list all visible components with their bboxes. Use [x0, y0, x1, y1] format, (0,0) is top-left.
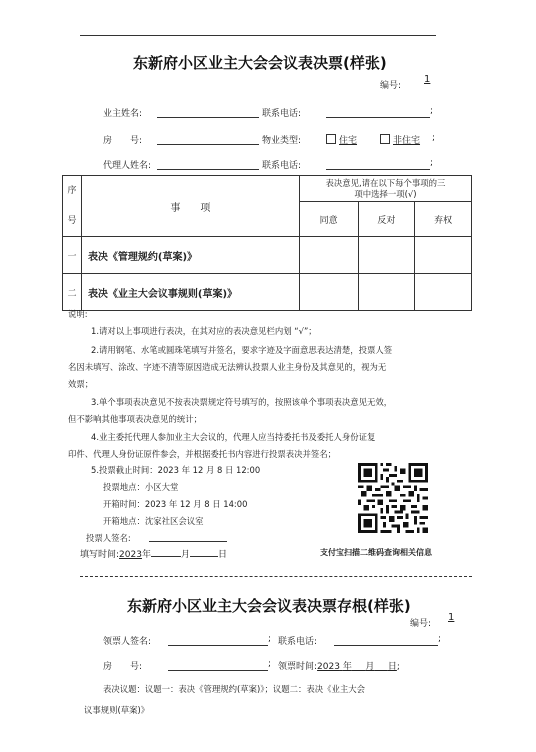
index-header [63, 176, 82, 237]
property-type-label: 物业类型: [262, 136, 302, 146]
top-rule [80, 35, 436, 36]
fill-time-label: 填写时间: [80, 550, 120, 560]
note-3b: 但不影响其他事项表决意见的统计； [68, 414, 202, 424]
instruction-header [299, 176, 471, 202]
fill-time [80, 547, 227, 560]
note-4b: 印件、代理人身份证原件参会，并根据委托书内容进行投票表决并签名； [68, 449, 336, 459]
residential-option[interactable] [326, 133, 357, 146]
note-5: 5.投票截止时间：2023 年 12 月 8 日 12:00 [91, 465, 261, 475]
vote-table [62, 175, 472, 311]
index-header-bottom: 号 [67, 216, 77, 226]
phone-label-2: 联系电话: [262, 161, 302, 171]
residential-checkbox[interactable] [326, 134, 336, 144]
item-header: 事 项 [81, 176, 299, 237]
agenda-line-1: 表决议题：议题一：表决《管理规约(草案)》；议题二：表决《业主大会 [103, 684, 365, 694]
note-1: 1.请对以上事项进行表决，在其对应的表决意见栏内划 “√”； [91, 326, 317, 336]
receive-year-suffix: 年 [342, 662, 352, 672]
phone-field-1[interactable] [326, 117, 430, 118]
agree-cell[interactable] [299, 237, 358, 274]
non-residential-text: 非住宅 [393, 136, 421, 146]
qr-caption: 支付宝扫描二维码查询相关信息 [320, 548, 432, 557]
stub-phone-field[interactable] [334, 645, 438, 646]
receive-date-field[interactable] [317, 662, 397, 672]
semicolon: ; [268, 634, 272, 644]
semicolon: ; [432, 133, 436, 143]
stub-number-label: 编号: [410, 619, 432, 629]
non-residential-option[interactable] [380, 133, 420, 146]
semicolon: ; [430, 106, 434, 116]
stub-title: 东新府小区业主大会会议表决票存根(样张) [127, 597, 411, 615]
fill-year[interactable]: 2023 [119, 550, 142, 560]
receive-year: 2023 [317, 662, 340, 672]
semicolon: ; [268, 659, 272, 669]
note-4a: 4.业主委托代理人参加业主大会议的，代理人应当持委托书及委托人身份证复 [91, 432, 376, 442]
room-field[interactable] [157, 144, 259, 145]
agenda-line-2: 议事规则(草案)》 [84, 705, 150, 715]
fill-month-label: 月 [180, 550, 190, 560]
phone-field-2[interactable] [326, 169, 430, 170]
open-place: 开箱地点：沈家社区会议室 [103, 516, 204, 526]
note-2c: 效票； [68, 379, 94, 389]
fill-day-label: 日 [217, 550, 227, 560]
receive-day: 日 [387, 662, 397, 672]
note-2b: 名因未填写、涂改、字迹不清等原因造成无法辨认投票人业主身份及其意见的，视为无 [68, 362, 387, 372]
row-item: 表决《业主大会议事规则(草案)》 [81, 274, 299, 311]
oppose-cell[interactable] [358, 274, 415, 311]
receiver-label: 领票人签名: [103, 637, 152, 647]
index-header-top: 序 [67, 186, 77, 196]
row-item: 表决《管理规约(草案)》 [81, 237, 299, 274]
signer-field[interactable] [149, 541, 227, 542]
receive-time-label: 领票时间: [278, 662, 318, 672]
vote-location: 投票地点：小区大堂 [103, 482, 179, 492]
semicolon: ; [438, 634, 442, 644]
receive-month: 月 [365, 662, 375, 672]
residential-text: 住宅 [339, 136, 358, 146]
instruction-line-2: 项中选择一项(√) [354, 188, 417, 199]
option-abstain: 弃权 [415, 202, 472, 237]
agree-cell[interactable] [299, 274, 358, 311]
owner-name-field[interactable] [157, 117, 259, 118]
note-3a: 3.单个事项表决意见不按表决票规定符号填写的，按照该单个事项表决意见无效， [91, 397, 393, 407]
receive-time: 领票时间:2023 年 月 日; [278, 662, 400, 672]
receiver-field[interactable] [168, 645, 268, 646]
notes-heading: 说明: [68, 309, 88, 319]
non-residential-checkbox[interactable] [380, 134, 390, 144]
signer-label: 投票人签名: [86, 533, 131, 543]
agent-name-label: 代理人姓名: [103, 161, 152, 171]
stub-room-label: 房 号: [103, 662, 143, 672]
fill-month-blank[interactable] [151, 547, 181, 557]
number-value: 1 [424, 74, 431, 85]
number-label: 编号: [380, 81, 402, 91]
note-2a: 2.请用钢笔、水笔或圆珠笔填写并签名，要求字迹及字面意思表达清楚，投票人签 [91, 345, 393, 355]
room-label: 房 号: [103, 136, 143, 146]
cut-line [80, 576, 472, 577]
oppose-cell[interactable] [358, 237, 415, 274]
abstain-cell[interactable] [415, 237, 472, 274]
option-oppose: 反对 [358, 202, 415, 237]
abstain-cell[interactable] [415, 274, 472, 311]
semicolon: ; [430, 158, 434, 168]
row-index: 二 [63, 274, 82, 311]
form-title: 东新府小区业主大会会议表决票(样张) [133, 54, 387, 72]
stub-phone-label: 联系电话: [278, 637, 318, 647]
option-agree: 同意 [299, 202, 358, 237]
row-index: 一 [63, 237, 82, 274]
qr-code-icon[interactable] [356, 463, 430, 533]
instruction-line-1: 表决意见,请在以下每个事项的三 [325, 177, 446, 188]
fill-day-blank[interactable] [190, 547, 218, 557]
open-time: 开箱时间：2023 年 12 月 8 日 14:00 [103, 499, 248, 509]
fill-year-suffix: 年 [141, 550, 151, 560]
owner-name-label: 业主姓名: [103, 109, 143, 119]
phone-label-1: 联系电话: [262, 109, 302, 119]
agent-name-field[interactable] [157, 169, 259, 170]
stub-room-field[interactable] [168, 670, 268, 671]
stub-number-value: 1 [448, 612, 455, 623]
